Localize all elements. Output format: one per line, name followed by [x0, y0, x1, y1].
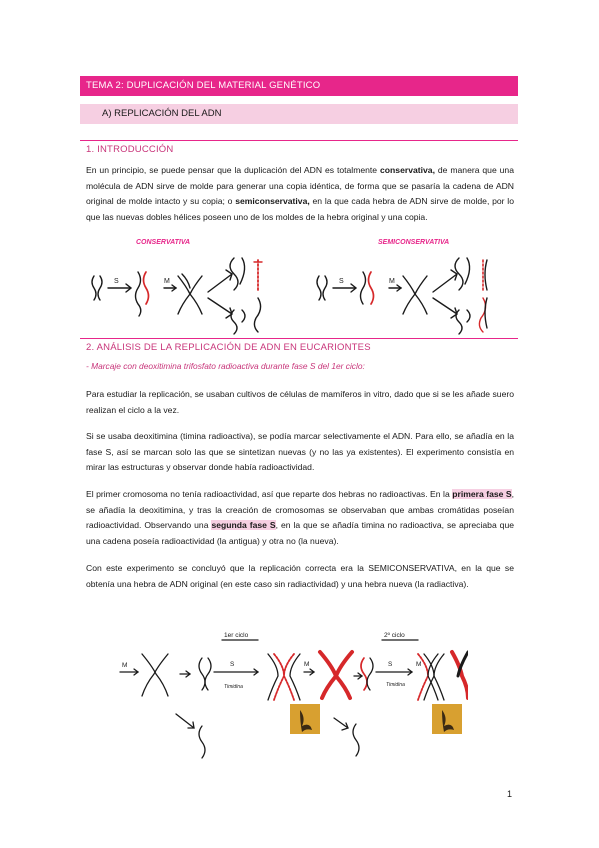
- page-number: 1: [507, 789, 513, 799]
- analysis-paragraph-2: Si se usaba deoxitimina (timina radioactiva), se podía marcar selectivamente el ADN. Para ello, se añadía en la fase S, así se marcan solo las que se sintetizan nuevas (y no las ya existentes). El experimento consistía en mirar las estructuras y observar donde había radioactividad.: [86, 431, 514, 472]
- marking-note: - Marcaje con deoxitimina trifosfato radioactiva durante fase S del 1er ciclo:: [86, 361, 365, 371]
- fig1-label-m-left: M: [164, 278, 170, 285]
- section-rule: [80, 338, 518, 339]
- section-heading-analisis: 2. ANÁLISIS DE LA REPLICACIÓN DE ADN EN EUCARIONTES: [86, 342, 371, 353]
- fig1-label-s-right: S: [339, 278, 344, 285]
- fig1-label-m-right: M: [389, 278, 395, 285]
- cycle-2-label: 2º ciclo: [384, 632, 405, 639]
- intro-paragraph: En un principio, se puede pensar que la duplicación del ADN es totalmente conservativa, de manera que una molécula de ADN sirve de molde para generar una copia idéntica, de forma que se pasaría la cadena de ADN original de molde intacto y su copia; o semiconservativa, en la que cada hebra de ADN sirve de molde, por lo que las nuevas dobles hélices poseen uno de los moldes de la hebra original y una copia.: [86, 165, 514, 222]
- fig2-m-label-2: M: [304, 661, 310, 668]
- label-semiconservativa: SEMICONSERVATIVA: [378, 239, 450, 246]
- fig2-m-label-3: M: [416, 661, 422, 668]
- fig2-m-label-1: M: [122, 662, 128, 669]
- cycle-1-label: 1er ciclo: [224, 632, 249, 639]
- subsection-bar: [80, 104, 518, 124]
- section-rule: [80, 140, 518, 141]
- fig2-s-label-1: S: [230, 661, 235, 668]
- timidina-label-1: Timidina: [224, 684, 243, 690]
- analysis-paragraph-4: Con este experimento se concluyó que la replicación correcta era la SEMICONSERVATIVA, en la que se obtenía una hebra de ADN original (en este caso sin radiactividad) y una hebra nueva (la radiactiva).: [86, 563, 514, 589]
- label-conservativa: CONSERVATIVA: [136, 239, 191, 246]
- analysis-paragraph-1: Para estudiar la replicación, se usaban cultivos de células de mamíferos in vitro, dado que si se les añade suero realizan el ciclo a la vez.: [86, 389, 514, 415]
- fig1-label-s-left: S: [114, 278, 119, 285]
- document-title-bar: [80, 76, 518, 96]
- subsection-title: A) REPLICACIÓN DEL ADN: [102, 108, 222, 119]
- analysis-paragraph-3: El primer cromosoma no tenía radioactividad, así que reparte dos hebras no radioactivas. En la primera fase S, se añadía la deoxitimina, y tras la creación de cromosomas se observaban que ambas cromátidas poseían radioactividad. Observando una segunda fase S, en la que se añadía timina no radioactiva, se apreciaba que una cadena poseía radioactividad (la antigua) y otra no (la nueva).: [86, 489, 515, 546]
- fig2-s-label-2: S: [388, 661, 393, 668]
- section-heading-introduccion: 1. INTRODUCCIÓN: [86, 144, 174, 155]
- radioactive-labelling-diagram: [118, 630, 468, 765]
- replication-models-diagram: [86, 248, 506, 338]
- timidina-label-2: Timidina: [386, 682, 405, 688]
- document-title: TEMA 2: DUPLICACIÓN DEL MATERIAL GENÉTICO: [86, 80, 321, 91]
